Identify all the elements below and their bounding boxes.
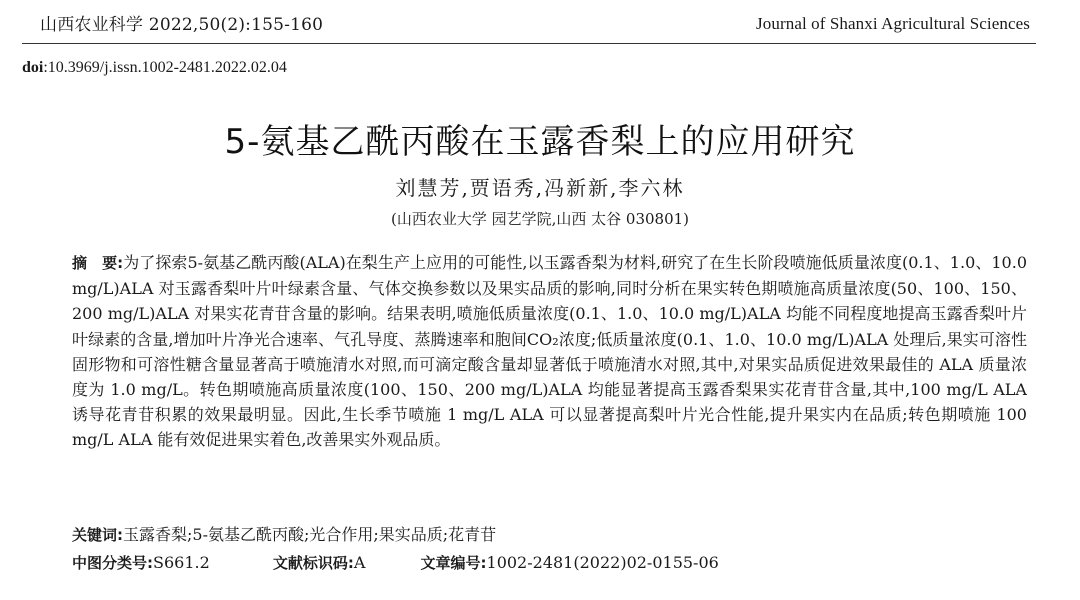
paper-title: 5-氨基乙酰丙酸在玉露香梨上的应用研究 (224, 122, 856, 162)
author-affiliation: (山西农业大学 园艺学院,山西 太谷 030801) (390, 210, 690, 228)
doi-label: doi (22, 59, 44, 76)
abstract-text: 为了探索5-氨基乙酰丙酸(ALA)在梨生产上应用的可能性,以玉露香梨为材料,研究了在生长阶段喷施低质量浓度(0.1、1.0、10.0 mg/L)ALA 对玉露香梨叶片叶绿素含量、气体交换参数以及果实品质的影响,同时分析在果实转色期喷施高质量浓度(50、100、150、200 mg/L)ALA 对果实花青苷含量的影响。结果表明,喷施低质量浓度(0.1、1.0、10.0 mg/L)ALA 均能不同程度地提高玉露香梨叶片叶绿素的含量,增加叶片净光合速率、气孔导度、蒸腾速率和胞间CO₂浓度;低质量浓度(0.1、1.0、10.0 mg/L)ALA 处理后,果实可溶性固形物和可溶性糖含量显著高于喷施清水对照,而可滴定酸含量却显著低于喷施清水对照,其中,对果实品质促进效果最佳的 ALA 质量浓度为 1.0 mg/L。转色期喷施高质量浓度(100、150、200 mg/L)ALA 均能显著提高玉露香梨果实花青苷含量,其中,100 mg/L ALA 诱导花青苷积累的效果最明显。因此,生长季节喷施 1 mg/L ALA 可以显著提高梨叶片光合性能,提升果实内在品质;转色期喷施 100 mg/L ALA 能有效促进果实着色,改善果实外观品质。 (72, 253, 1027, 450)
paper-authors: 刘慧芳,贾语秀,冯新新,李六林 (395, 176, 685, 200)
classification-row (72, 552, 1027, 573)
keywords-text: 玉露香梨;5-氨基乙酰丙酸;光合作用;果实品质;花青苷 (123, 525, 497, 544)
keywords-line (72, 522, 496, 545)
document-code (273, 552, 366, 573)
journal-english-name: Journal of Shanxi Agricultural Sciences (756, 14, 1030, 33)
doi-value: :10.3969/j.issn.1002-2481.2022.02.04 (43, 59, 287, 76)
clc-number (72, 552, 210, 573)
journal-header (22, 0, 1036, 44)
abstract (72, 250, 1027, 453)
doi-line (22, 59, 287, 77)
article-number (421, 552, 719, 573)
keywords-label: 关键词: (72, 526, 123, 544)
document-code-value: A (353, 553, 366, 572)
document-code-label: 文献标识码: (272, 554, 354, 572)
clc-label: 中图分类号: (72, 554, 153, 572)
journal-citation: 山西农业科学 2022,50(2):155-160 (40, 15, 324, 35)
abstract-label: 摘 要: (72, 254, 124, 272)
clc-value: S661.2 (153, 553, 210, 572)
article-number-value: 1002-2481(2022)02-0155-06 (486, 553, 719, 572)
article-number-label: 文章编号: (420, 554, 487, 572)
